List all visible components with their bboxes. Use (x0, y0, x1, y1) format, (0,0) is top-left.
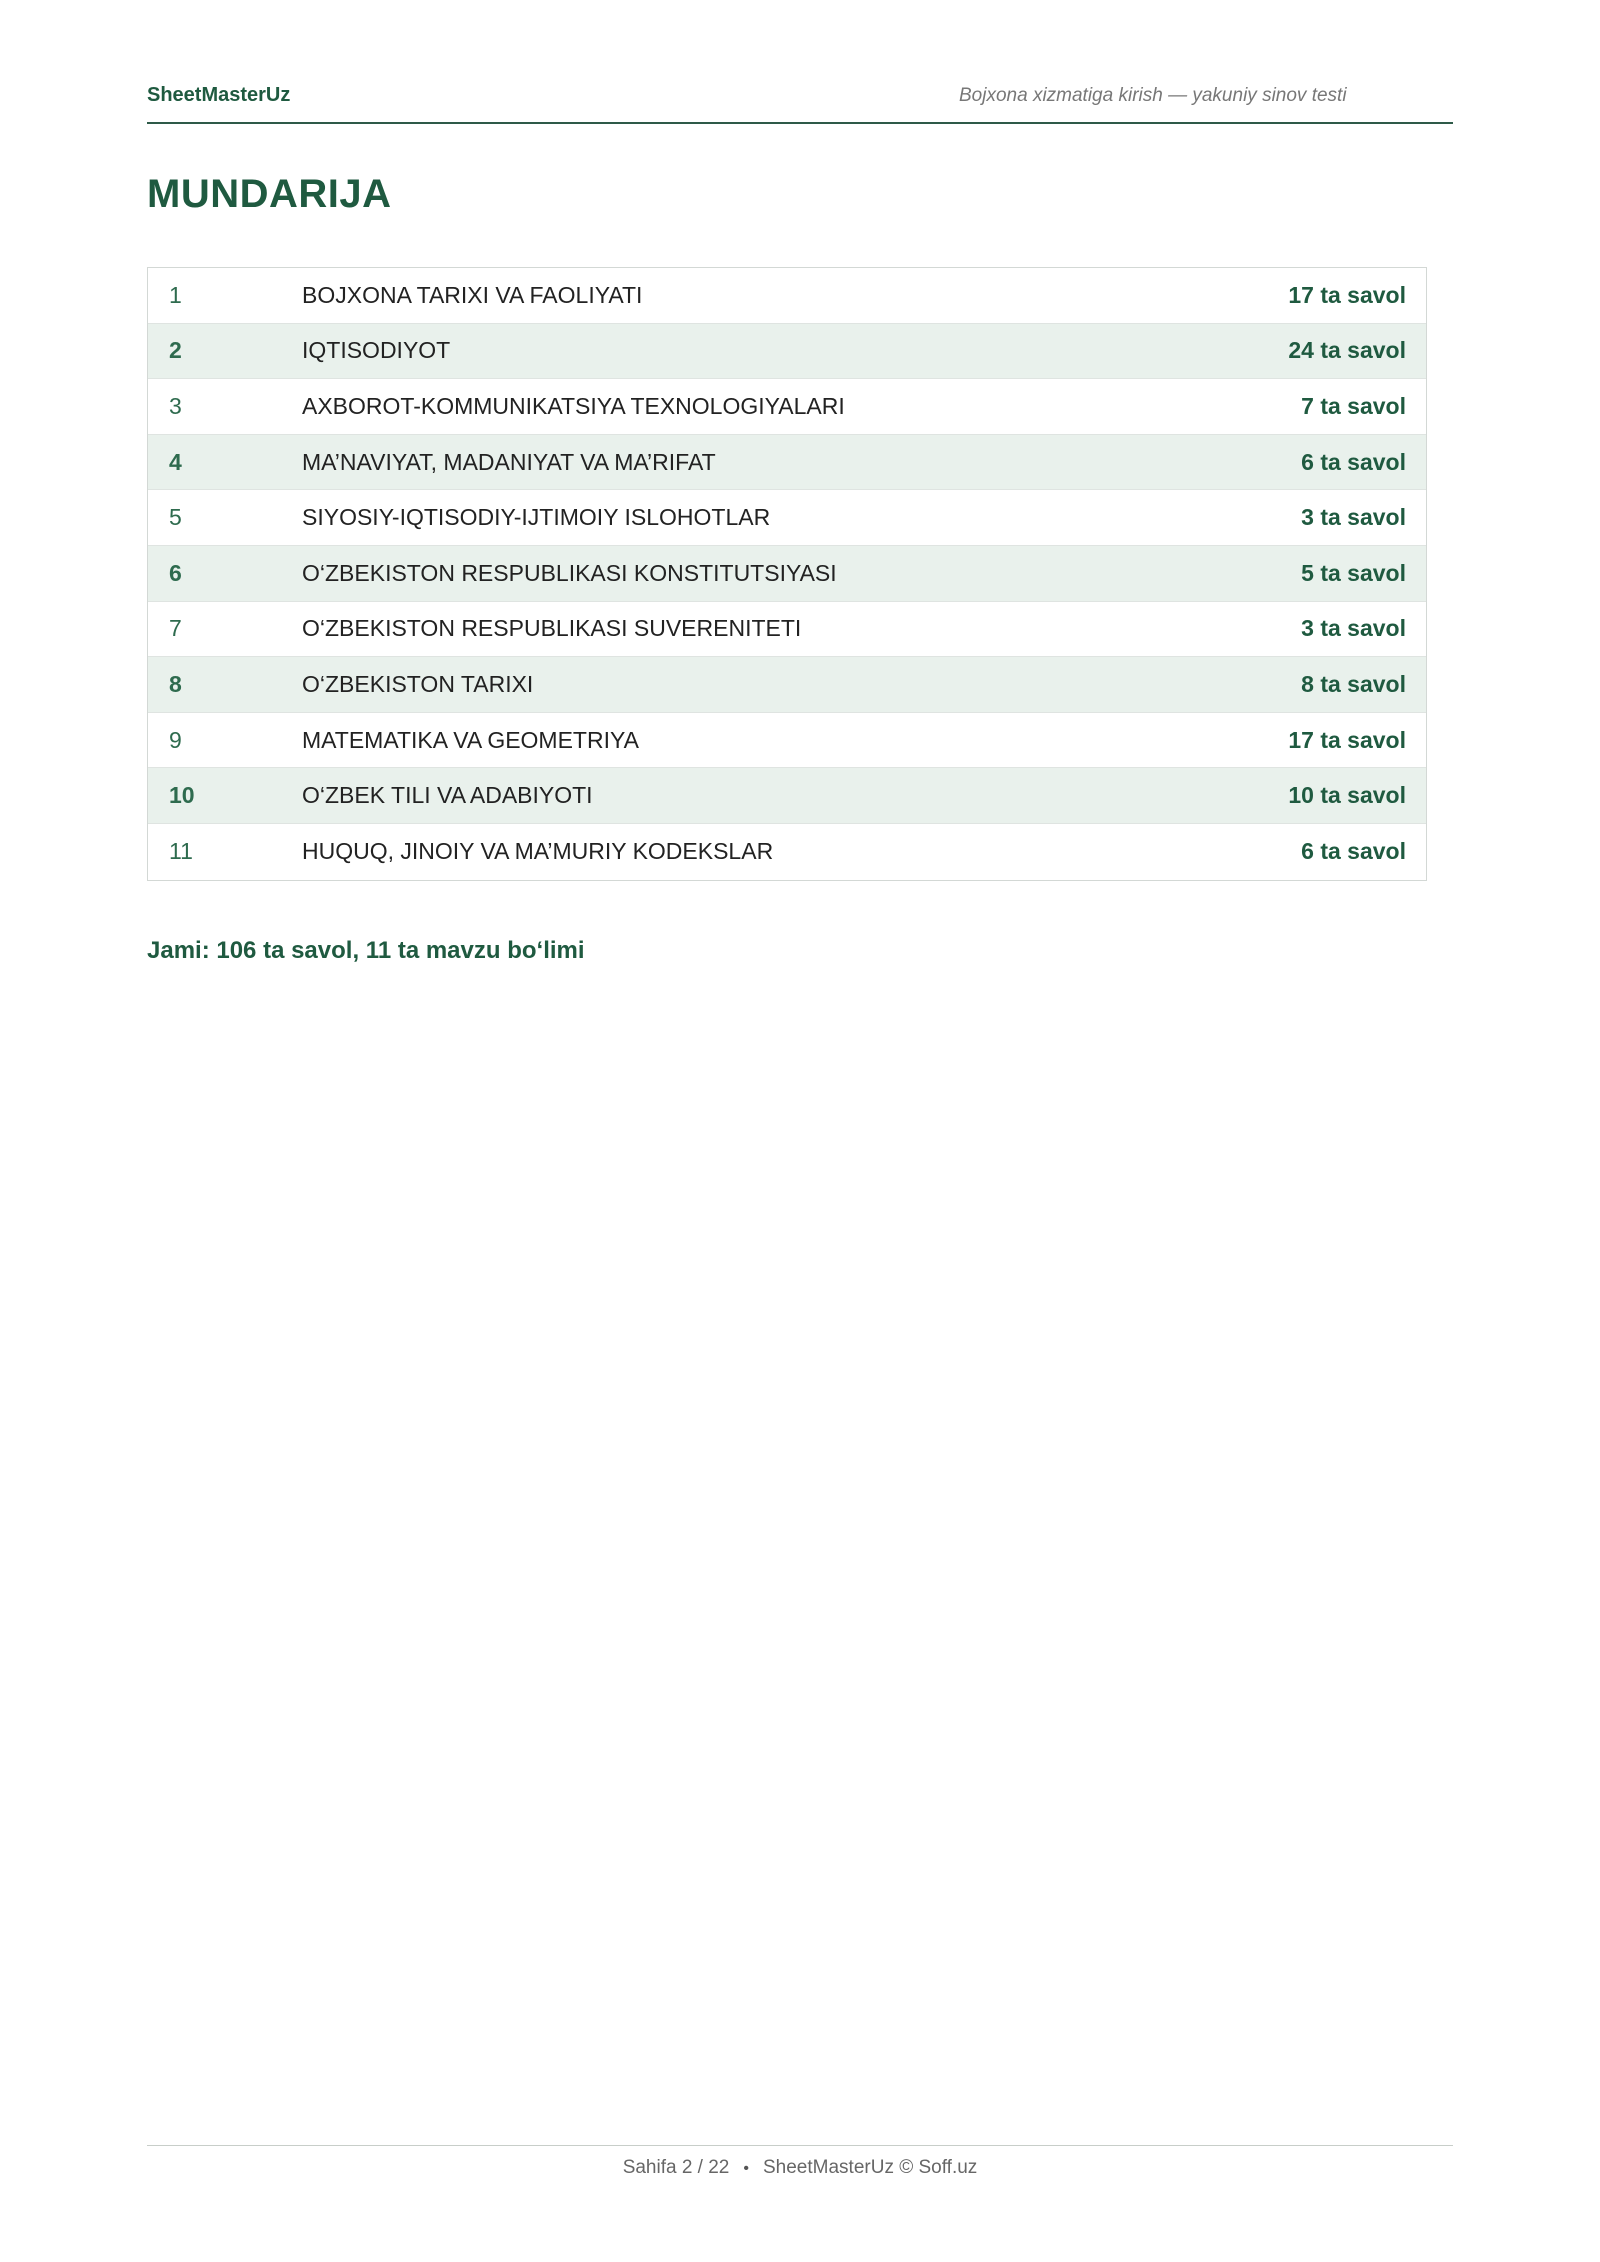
toc-row[interactable] (148, 657, 1426, 713)
toc-section-title: MA’NAVIYAT, MADANIYAT VA MA’RIFAT (302, 448, 716, 475)
toc-number: 2 (169, 337, 182, 364)
toc-row[interactable] (148, 379, 1426, 435)
toc-section-title: IQTISODIYOT (302, 337, 451, 364)
page-footer (0, 2157, 1600, 2179)
toc-question-count: 17 ta savol (1288, 281, 1406, 308)
toc-number: 4 (169, 448, 182, 475)
toc-section-title: O‘ZBEKISTON TARIXI (302, 670, 534, 697)
toc-row[interactable] (148, 546, 1426, 602)
toc-number: 11 (169, 838, 193, 865)
toc-section-title: SIYOSIY-IQTISODIY-IJTIMOIY ISLOHOTLAR (302, 504, 771, 531)
toc-number: 6 (169, 559, 182, 586)
toc-question-count: 24 ta savol (1288, 337, 1406, 364)
toc-section-title: O‘ZBEKISTON RESPUBLIKASI SUVERENITETI (302, 615, 802, 642)
footer-separator: • (743, 2160, 749, 2177)
toc-number: 5 (169, 504, 182, 531)
toc-question-count: 3 ta savol (1301, 504, 1406, 531)
toc-section-title: BOJXONA TARIXI VA FAOLIYATI (302, 281, 643, 308)
page-number: Sahifa 2 / 22 (622, 2157, 730, 2178)
toc-section-title: MATEMATIKA VA GEOMETRIYA (302, 726, 639, 753)
toc-row[interactable] (148, 268, 1426, 324)
toc-question-count: 3 ta savol (1301, 615, 1406, 642)
page-header (147, 78, 1453, 124)
page-title: MUNDARIJA (147, 172, 392, 216)
toc-number: 7 (169, 615, 182, 642)
toc-number: 8 (169, 670, 182, 697)
toc-question-count: 8 ta savol (1301, 670, 1406, 697)
toc-question-count: 10 ta savol (1288, 782, 1406, 809)
toc-number: 9 (169, 726, 182, 753)
document-title: Bojxona xizmatiga kirish — yakuniy sinov testi (959, 85, 1347, 106)
summary-total: Jami: 106 ta savol, 11 ta mavzu bo‘limi (147, 937, 585, 964)
toc-row[interactable] (148, 435, 1426, 491)
toc-question-count: 6 ta savol (1301, 838, 1406, 865)
toc-row[interactable] (148, 490, 1426, 546)
toc-section-title: O‘ZBEKISTON RESPUBLIKASI KONSTITUTSIYASI (302, 559, 837, 586)
brand-name: SheetMasterUz (147, 84, 291, 106)
toc-question-count: 5 ta savol (1301, 559, 1406, 586)
toc-section-title: AXBOROT-KOMMUNIKATSIYA TEXNOLOGIYALARI (302, 392, 845, 419)
toc-question-count: 7 ta savol (1301, 392, 1406, 419)
toc-number: 10 (169, 782, 195, 809)
toc-row[interactable] (148, 768, 1426, 824)
toc-row[interactable] (148, 602, 1426, 658)
toc-row[interactable] (148, 324, 1426, 380)
footer-credit: SheetMasterUz © Soff.uz (763, 2157, 978, 2178)
footer-divider (147, 2145, 1453, 2146)
toc-number: 3 (169, 392, 182, 419)
table-of-contents (147, 267, 1427, 881)
toc-section-title: HUQUQ, JINOIY VA MA’MURIY KODEKSLAR (302, 838, 774, 865)
toc-row[interactable] (148, 713, 1426, 769)
toc-question-count: 6 ta savol (1301, 448, 1406, 475)
toc-section-title: O‘ZBEK TILI VA ADABIYOTI (302, 782, 593, 809)
toc-question-count: 17 ta savol (1288, 726, 1406, 753)
toc-number: 1 (169, 281, 182, 308)
toc-row[interactable] (148, 824, 1426, 880)
